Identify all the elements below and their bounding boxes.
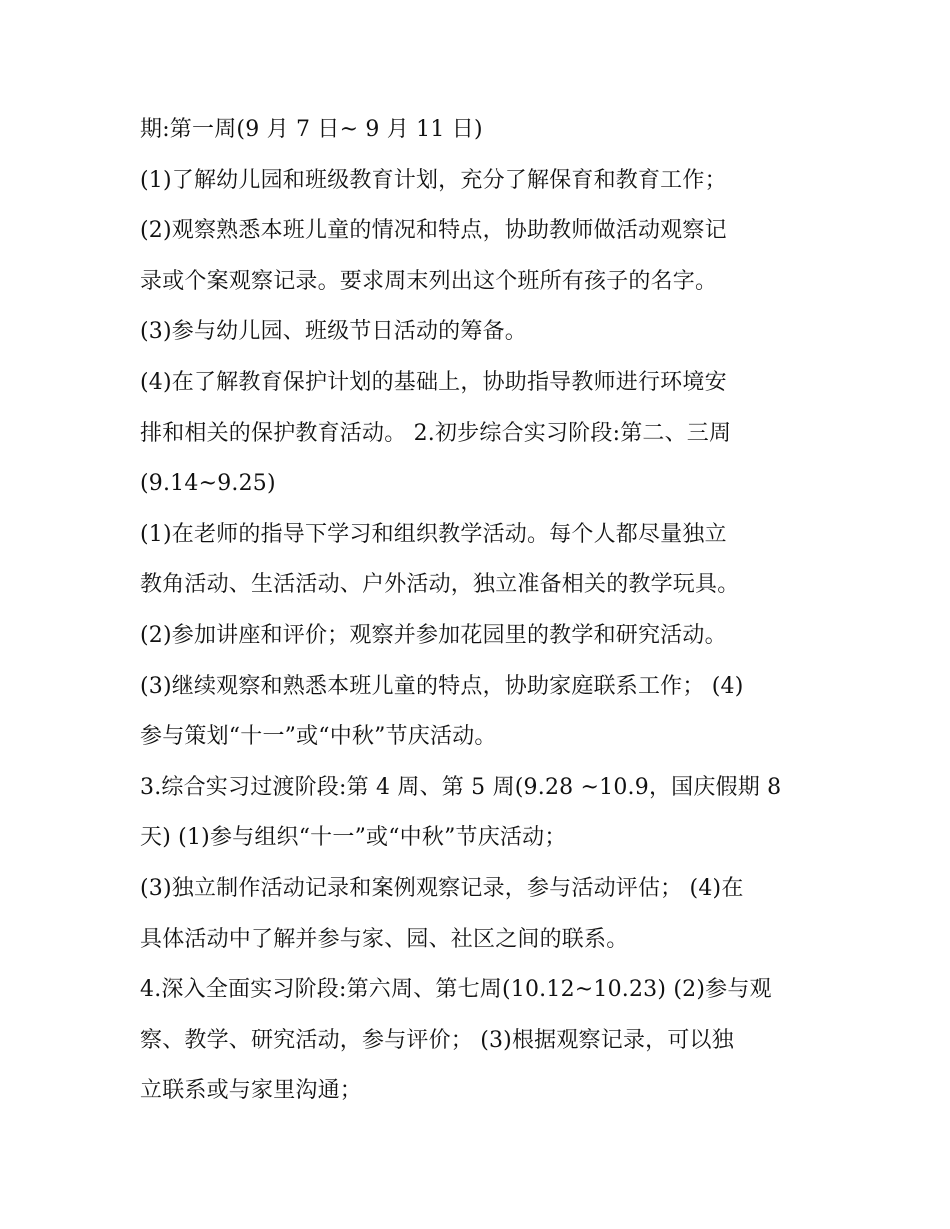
text-line: 参与策划“十一”或“中秋”节庆活动。: [140, 724, 497, 750]
text-line: 录或个案观察记录。要求周末列出这个班所有孩子的名字。: [140, 268, 718, 294]
text-line: 排和相关的保护教育活动。 2.初步综合实习阶段:第二、三周: [140, 420, 732, 446]
text-line: 3.综合实习过渡阶段:第 4 周、第 5 周(9.28 ~10.9，国庆假期 8: [140, 774, 782, 800]
text-line: (3)参与幼儿园、班级节日活动的筹备。: [140, 319, 527, 345]
text-line: 立联系或与家里沟通；: [140, 1078, 363, 1104]
text-line: 教角活动、生活活动、户外活动，独立准备相关的教学玩具。: [140, 572, 740, 598]
text-line: (3)独立制作活动记录和案例观察记录，参与活动评估； (4)在: [140, 875, 744, 901]
text-line: (3)继续观察和熟悉本班儿童的特点，协助家庭联系工作； (4): [140, 673, 744, 699]
text-line: 具体活动中了解并参与家、园、社区之间的联系。: [140, 926, 629, 952]
document-body: [140, 111, 810, 1123]
text-line: 4.深入全面实习阶段:第六周、第七周(10.12~10.23) (2)参与观: [140, 977, 772, 1003]
text-line: 察、教学、研究活动，参与评价； (3)根据观察记录，可以独: [140, 1027, 734, 1053]
text-line: (2)观察熟悉本班儿童的情况和特点，协助教师做活动观察记: [140, 218, 727, 244]
text-line: (4)在了解教育保护计划的基础上，协助指导教师进行环境安: [140, 369, 727, 395]
text-line: 期:第一周(9 月 7 日~ 9 月 11 日): [140, 117, 483, 142]
text-line: (9.14~9.25): [140, 471, 276, 497]
text-line: (2)参加讲座和评价；观察并参加花园里的教学和研究活动。: [140, 622, 727, 648]
text-line: 天) (1)参与组织“十一”或“中秋”节庆活动；: [140, 825, 567, 851]
text-line: (1)在老师的指导下学习和组织教学活动。每个人都尽量独立: [140, 521, 727, 547]
text-line: (1)了解幼儿园和班级教育计划，充分了解保育和教育工作；: [140, 167, 727, 193]
